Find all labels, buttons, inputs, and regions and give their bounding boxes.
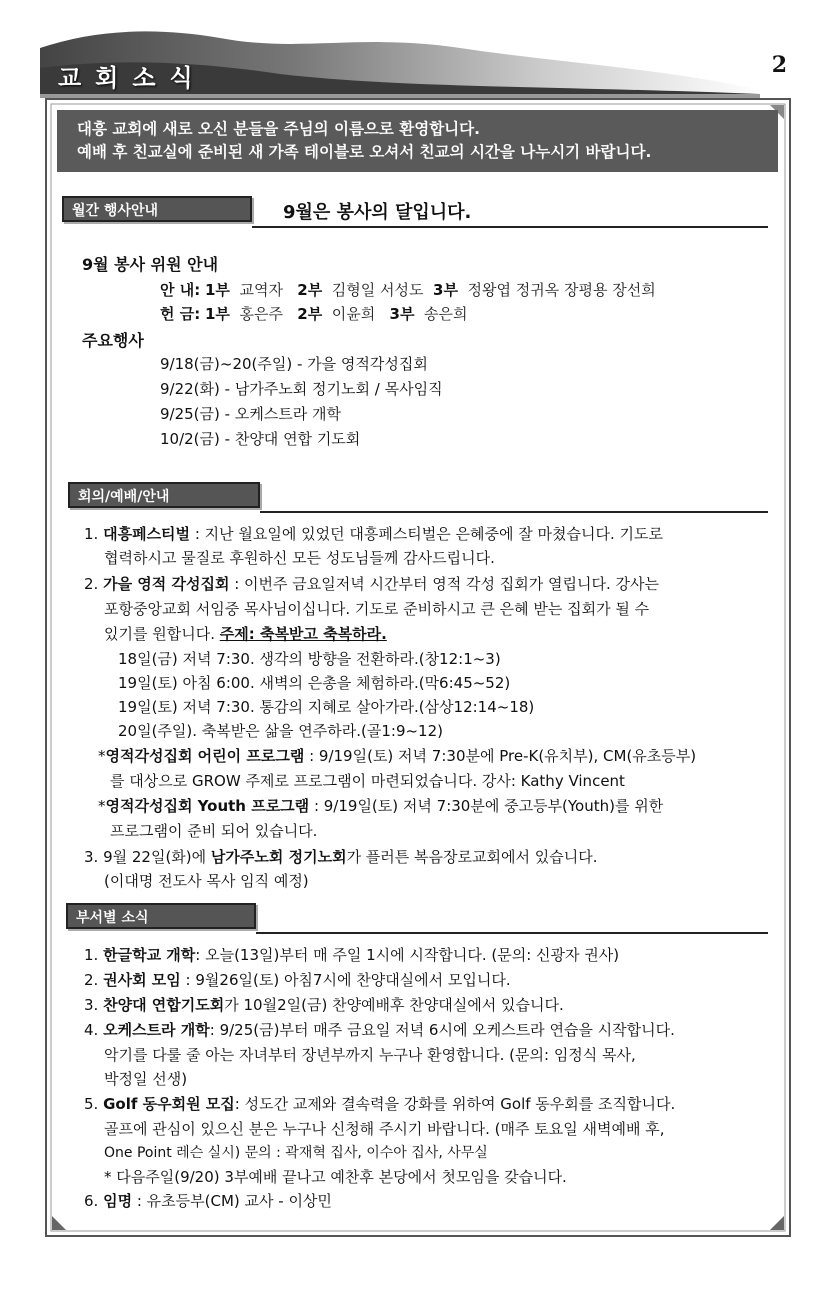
dept-item-4-cont: 박정일 선생): [104, 1070, 188, 1088]
meeting-item-1-cont: 협력하시고 물질로 후원하신 모든 성도님들께 감사드립니다.: [104, 549, 495, 567]
item-number: 3.: [84, 996, 99, 1014]
section-rule: [260, 511, 768, 513]
item-title: 오케스트라 개학: [103, 1021, 210, 1039]
item-number: 5.: [84, 1095, 99, 1113]
guide-label: 안 내:: [160, 281, 201, 299]
schedule-item: 18일(금) 저녁 7:30. 생각의 방향을 전환하라.(창12:1~3): [118, 650, 501, 668]
item-text: : 9/19일(토) 저녁 7:30분에 Pre-K(유치부), CM(유초등부): [304, 747, 697, 765]
meeting-item-2: [84, 573, 659, 594]
meeting-item-3-cont: (이대명 전도사 목사 임직 예정): [104, 872, 309, 890]
dept-item-5-cont: 골프에 관심이 있으신 분은 누구나 신청해 주시기 바랍니다. (매주 토요일 새벽예배 후,: [104, 1120, 665, 1138]
item-title: 한글학교 개학: [103, 946, 196, 964]
item-text: : 오늘(13일)부터 매 주일 1시에 시작합니다. (문의: 신광자 권사): [195, 946, 620, 964]
event-item: 9/25(금) - 오케스트라 개학: [160, 405, 342, 423]
event-item: 10/2(금) - 찬양대 연합 기도회: [160, 430, 361, 448]
schedule-item: 19일(토) 아침 6:00. 새벽의 은총을 체험하라.(막6:45~52): [118, 674, 511, 692]
welcome-line-1: 대흥 교회에 새로 오신 분들을 주님의 이름으로 환영합니다.: [77, 120, 481, 138]
offering-label: 헌 금:: [160, 305, 201, 323]
events-title: 주요행사: [82, 331, 144, 350]
dept-item-4-cont: 악기를 다룰 줄 아는 자녀부터 장년부까지 누구나 환영합니다. (문의: 임정식 목사,: [104, 1046, 636, 1064]
item-number: 1.: [84, 946, 99, 964]
guide-names: 김형일 서성도: [331, 281, 424, 299]
dept-item-2: [84, 969, 511, 990]
offering-names: 송은희: [424, 305, 468, 323]
item-number: 6.: [84, 1192, 99, 1210]
item-text: : 성도간 교제와 결속력을 강화를 위하여 Golf 동우회를 조직합니다.: [234, 1095, 676, 1113]
item-text: : 9월26일(토) 아침7시에 찬양대실에서 모입니다.: [180, 971, 511, 989]
item-title: Golf 동우회원 모집: [103, 1095, 235, 1113]
item-text: 가 플러튼 복음장로교회에서 있습니다.: [346, 848, 598, 866]
guide-part: 2부: [297, 281, 323, 299]
committee-title: 9월 봉사 위원 안내: [82, 255, 219, 274]
youth-program: [98, 795, 663, 816]
meeting-item-2-cont: [104, 623, 387, 644]
item-text: : 9/25(금)부터 매주 금요일 저녁 6시에 오케스트라 연습을 시작합니다.: [209, 1021, 675, 1039]
meeting-item-1: [84, 523, 663, 544]
revival-theme: 주제: 축복받고 축복하라.: [219, 625, 387, 643]
monthly-theme: 9월은 봉사의 달입니다.: [283, 202, 472, 223]
section-label-departments: 부서별 소식: [66, 903, 256, 929]
guide-part: 3부: [433, 281, 458, 299]
asterisk: *: [98, 797, 106, 815]
guide-row: [160, 279, 656, 300]
event-item: 9/22(화) - 남가주노회 정기노회 / 목사임직: [160, 380, 443, 398]
welcome-line-2: 예배 후 친교실에 준비된 새 가족 테이블로 오셔서 친교의 시간을 나누시기 바랍니다.: [77, 143, 652, 161]
meeting-item-3: [84, 846, 597, 867]
offering-part: 1부: [204, 305, 230, 323]
dept-item-1: [84, 944, 619, 965]
item-text: : 이번주 금요일저녁 시간부터 영적 각성 집회가 열립니다. 강사는: [229, 575, 659, 593]
item-title: 가을 영적 각성집회: [103, 575, 230, 593]
item-text: : 유초등부(CM) 교사 - 이상민: [132, 1192, 332, 1210]
meeting-item-2-cont: 포항중앙교회 서임중 목사님이십니다. 기도로 준비하시고 큰 은혜 받는 집회가 될 수: [104, 600, 650, 618]
item-text: 3. 9월 22일(화)에: [84, 848, 211, 866]
item-title: 대흥페스티벌: [103, 525, 191, 543]
schedule-item: 19일(토) 저녁 7:30. 통감의 지혜로 살아가라.(삼상12:14~18): [118, 698, 535, 716]
dept-item-5: [84, 1093, 675, 1114]
page-title: 교회소식: [58, 64, 207, 92]
section-rule: [256, 932, 768, 934]
offering-names: 홍은주: [239, 305, 283, 323]
item-title: 임명: [103, 1192, 133, 1210]
event-item: 9/18(금)~20(주일) - 가을 영적각성집회: [160, 355, 428, 373]
item-text: : 9/19일(토) 저녁 7:30분에 중고등부(Youth)를 위한: [309, 797, 664, 815]
asterisk: *: [98, 747, 106, 765]
offering-row: [160, 303, 468, 324]
section-label-monthly: 월간 행사안내: [62, 196, 252, 222]
item-number: 2.: [84, 575, 99, 593]
kids-program-cont: 를 대상으로 GROW 주제로 프로그램이 마련되었습니다. 강사: Kathy Vincent: [110, 772, 625, 790]
dept-item-5-cont: One Point 레슨 실시) 문의 : 곽재혁 집사, 이수아 집사, 사무실: [104, 1145, 488, 1161]
item-title: 영적각성집회 Youth 프로그램: [105, 797, 310, 815]
item-title: 남가주노회 정기노회: [210, 848, 347, 866]
kids-program: [98, 745, 696, 766]
guide-names: 교역자: [239, 281, 283, 299]
item-number: 4.: [84, 1021, 99, 1039]
youth-program-cont: 프로그램이 준비 되어 있습니다.: [110, 822, 318, 840]
item-title: 찬양대 연합기도회: [103, 996, 225, 1014]
section-label-meetings: 회의/예배/안내: [68, 482, 260, 508]
item-text: 있기를 원합니다.: [104, 625, 220, 643]
dept-item-5-note: * 다음주일(9/20) 3부예배 끝나고 예찬후 본당에서 첫모임을 갖습니다.: [104, 1168, 567, 1186]
offering-names: 이윤희: [331, 305, 376, 323]
item-text: 가 10월2일(금) 찬양예배후 찬양대실에서 있습니다.: [224, 996, 564, 1014]
section-rule: [252, 226, 768, 228]
schedule-item: 20일(주일). 축복받은 삶을 연주하라.(골1:9~12): [118, 722, 443, 740]
item-text: : 지난 월요일에 있었던 대흥페스티벌은 은혜중에 잘 마쳤습니다. 기도로: [190, 525, 663, 543]
welcome-banner: [57, 110, 778, 172]
dept-item-6: [84, 1190, 332, 1211]
guide-part: 1부: [204, 281, 230, 299]
item-number: 2.: [84, 971, 99, 989]
offering-part: 3부: [389, 305, 415, 323]
guide-names: 정왕엽 정귀옥 장평용 장선희: [467, 281, 656, 299]
item-number: 1.: [84, 525, 99, 543]
dept-item-4: [84, 1019, 675, 1040]
item-title: 권사회 모임: [103, 971, 181, 989]
page-number: 2: [771, 52, 787, 78]
offering-part: 2부: [297, 305, 323, 323]
dept-item-3: [84, 994, 564, 1015]
item-title: 영적각성집회 어린이 프로그램: [105, 747, 305, 765]
